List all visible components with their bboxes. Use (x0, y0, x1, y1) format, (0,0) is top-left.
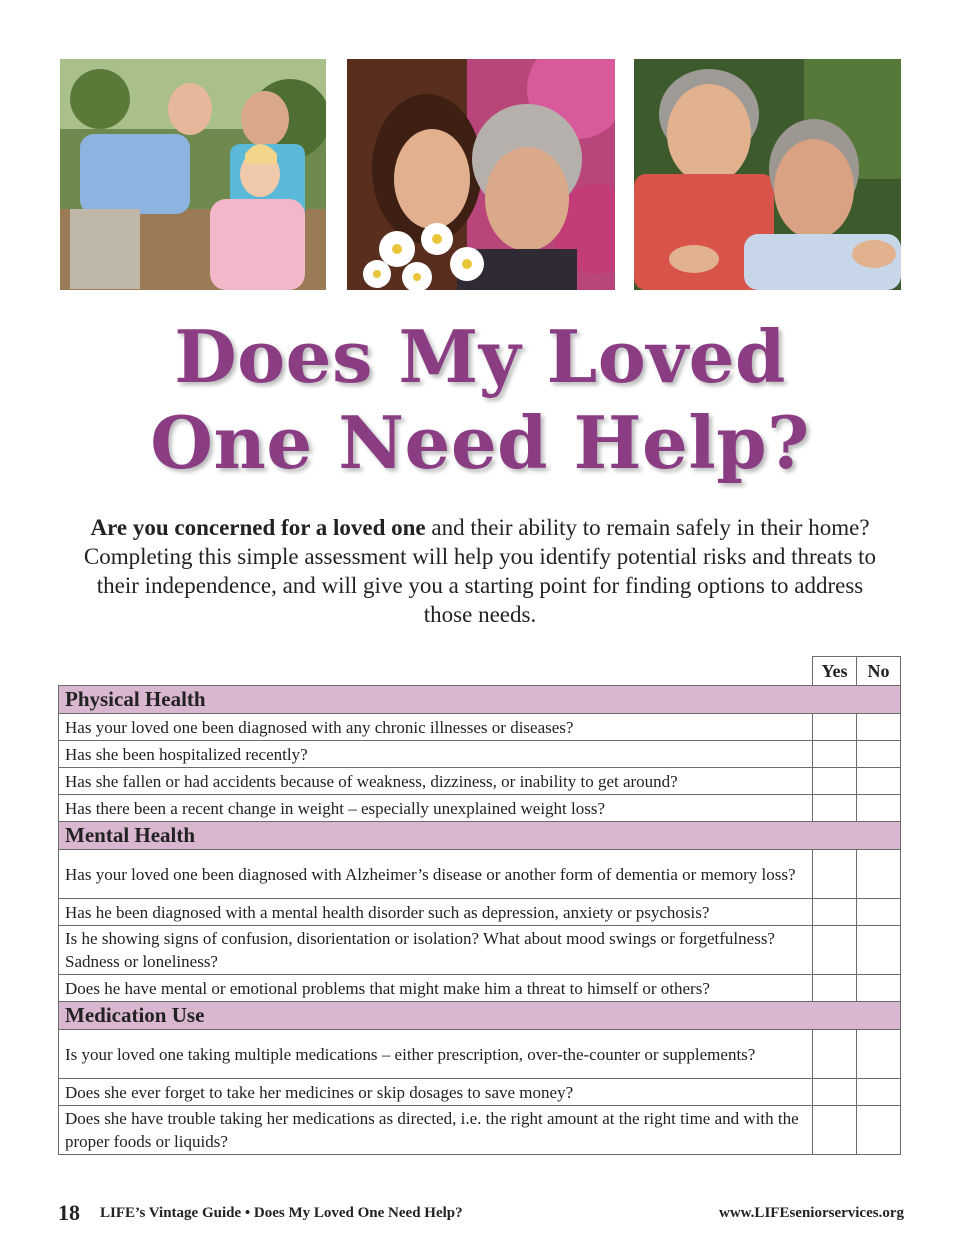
yes-checkbox[interactable] (813, 714, 857, 741)
table-row (59, 1030, 901, 1079)
yes-checkbox[interactable] (813, 1079, 857, 1106)
photo-caregiver-with-seniors (60, 59, 326, 290)
section-header-row (59, 1002, 901, 1030)
question-text: Has he been diagnosed with a mental health disorder such as depression, anxiety or psychosis? (59, 899, 813, 926)
yes-checkbox[interactable] (813, 975, 857, 1002)
page-number: 18 (58, 1200, 80, 1225)
no-checkbox[interactable] (857, 1106, 901, 1155)
section-title-mental-health: Mental Health (59, 822, 813, 850)
no-checkbox[interactable] (857, 975, 901, 1002)
question-text: Does he have mental or emotional problems that might make him a threat to himself or others? (59, 975, 813, 1002)
no-checkbox[interactable] (857, 741, 901, 768)
question-text: Is he showing signs of confusion, disorientation or isolation? What about mood swings or forgetfulness? Sadness or loneliness? (59, 926, 813, 975)
question-text: Has there been a recent change in weight – especially unexplained weight loss? (59, 795, 813, 822)
table-row (59, 1079, 901, 1106)
yes-checkbox[interactable] (813, 926, 857, 975)
intro-paragraph (70, 513, 890, 629)
table-row (59, 850, 901, 899)
page-title-line-1: Does My Loved (174, 314, 786, 399)
section-title-physical-health: Physical Health (59, 686, 813, 714)
table-row (59, 899, 901, 926)
website-link[interactable]: www.LIFEseniorservices.org (719, 1205, 904, 1221)
no-checkbox[interactable] (857, 850, 901, 899)
yes-column-header: Yes (813, 657, 857, 686)
section-header-row (59, 822, 901, 850)
page-title-line-2: One Need Help? (150, 400, 810, 485)
assessment-table (58, 656, 901, 1155)
yes-checkbox[interactable] (813, 795, 857, 822)
yes-checkbox[interactable] (813, 741, 857, 768)
no-checkbox[interactable] (857, 1079, 901, 1106)
no-checkbox[interactable] (857, 899, 901, 926)
yes-checkbox[interactable] (813, 1106, 857, 1155)
yes-checkbox[interactable] (813, 899, 857, 926)
section-header-row (59, 686, 901, 714)
guide-title: LIFE’s Vintage Guide • Does My Loved One Need Help? (100, 1205, 463, 1221)
table-row (59, 926, 901, 975)
question-text: Does she ever forget to take her medicines or skip dosages to save money? (59, 1079, 813, 1106)
no-checkbox[interactable] (857, 926, 901, 975)
question-text: Has your loved one been diagnosed with any chronic illnesses or diseases? (59, 714, 813, 741)
table-row (59, 714, 901, 741)
question-text: Has she been hospitalized recently? (59, 741, 813, 768)
no-checkbox[interactable] (857, 795, 901, 822)
table-row (59, 741, 901, 768)
photo-senior-couple (634, 59, 901, 290)
question-text: Has your loved one been diagnosed with Alzheimer’s disease or another form of dementia or memory loss? (59, 850, 813, 899)
intro-bold-lead: Are you concerned for a loved one (90, 515, 426, 540)
section-title-medication-use: Medication Use (59, 1002, 813, 1030)
no-checkbox[interactable] (857, 1030, 901, 1079)
question-text: Does she have trouble taking her medications as directed, i.e. the right amount at the right time and with the proper foods or liquids? (59, 1106, 813, 1155)
photo-daughter-and-mother (347, 59, 615, 290)
yes-checkbox[interactable] (813, 768, 857, 795)
no-column-header: No (857, 657, 901, 686)
no-checkbox[interactable] (857, 768, 901, 795)
yes-checkbox[interactable] (813, 1030, 857, 1079)
table-row (59, 1106, 901, 1155)
page-footer (58, 1200, 904, 1228)
table-row (59, 768, 901, 795)
table-row (59, 975, 901, 1002)
table-row (59, 795, 901, 822)
no-checkbox[interactable] (857, 714, 901, 741)
intro-body-text: and their ability to remain safely in their home? Completing this simple assessment will help you identify potential risks and threats to their independence, and will give you a starting point for finding options to address those needs. (83, 515, 877, 627)
question-text: Has she fallen or had accidents because of weakness, dizziness, or inability to get around? (59, 768, 813, 795)
question-text: Is your loved one taking multiple medications – either prescription, over-the-counter or supplements? (59, 1030, 813, 1079)
yes-checkbox[interactable] (813, 850, 857, 899)
